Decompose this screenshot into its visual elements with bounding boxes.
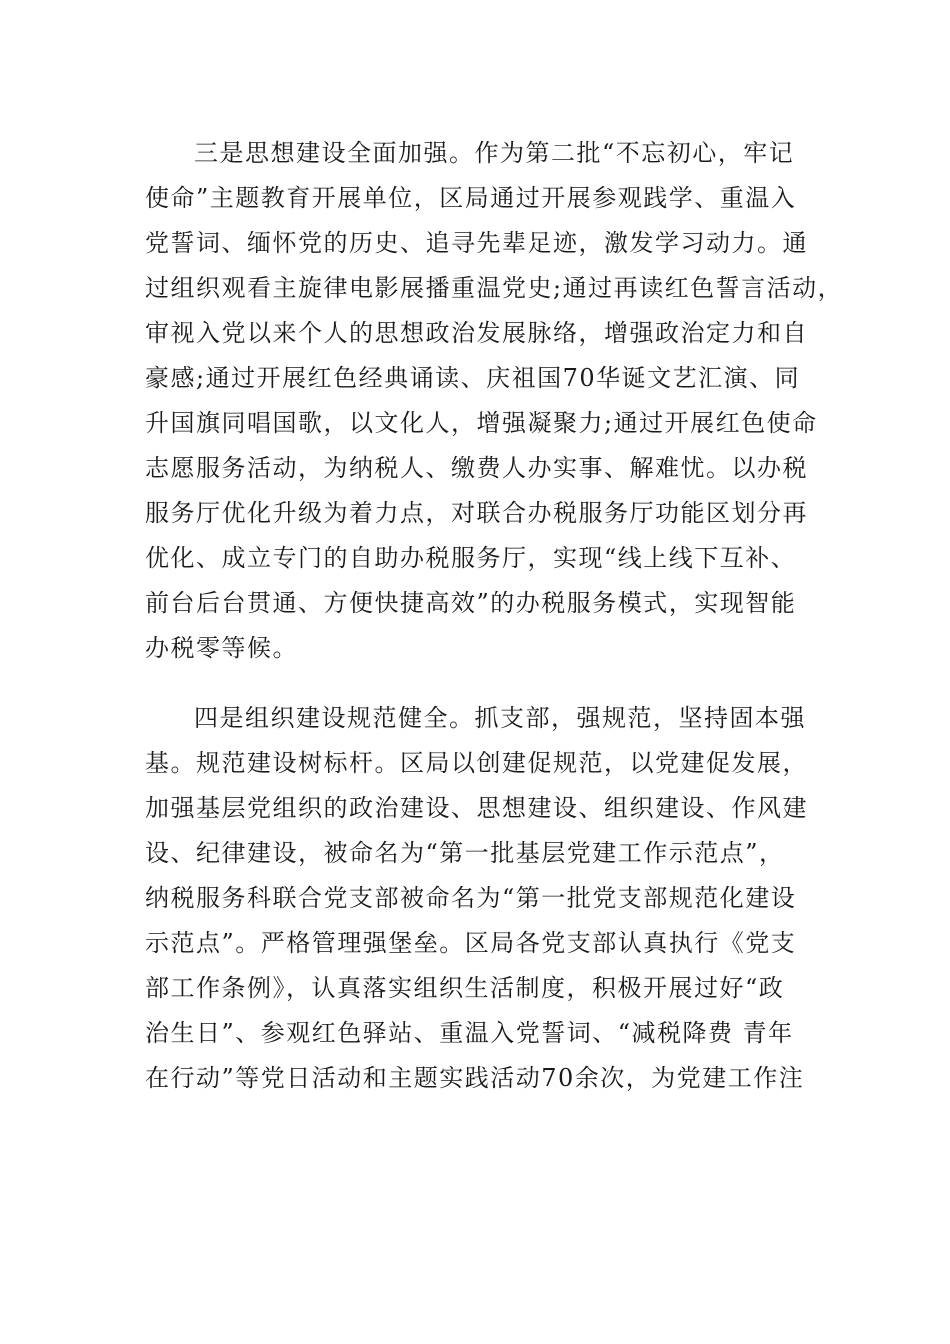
text-line: 志愿服务活动，为纳税人、缴费人办实事、解难忧。以办税 (145, 454, 808, 482)
text-line: 加强基层党组织的政治建设、思想建设、组织建设、作风建 (145, 794, 808, 822)
text-line: 使命”主题教育开展单位，区局通过开展参观践学、重温入 (145, 184, 797, 212)
text-line: 审视入党以来个人的思想政治发展脉络，增强政治定力和自 (145, 319, 808, 347)
text-line: 基。规范建设树标杆。区局以创建促规范，以党建促发展， (145, 749, 808, 777)
text-line: 在行动”等党日活动和主题实践活动70余次，为党建工作注 (145, 1064, 805, 1092)
text-line: 前台后台贯通、方便快捷高效”的办税服务模式，实现智能 (145, 589, 797, 617)
text-line: 部工作条例》，认真落实组织生活制度，积极开展过好“政 (145, 974, 785, 1002)
text-line: 三是思想建设全面加强。作为第二批“不忘初心，牢记 (194, 139, 795, 167)
text-line: 设、纪律建设，被命名为“第一批基层党建工作示范点”， (145, 839, 785, 867)
text-line: 办税零等候。 (145, 634, 298, 662)
text-line: 示范点”。严格管理强堡垒。区局各党支部认真执行《党支 (145, 929, 797, 957)
text-line: 升国旗同唱国歌，以文化人，增强凝聚力;通过开展红色使命 (145, 409, 818, 437)
text-line: 四是组织建设规范健全。抓支部，强规范，坚持固本强 (194, 704, 806, 732)
text-line: 治生日”、参观红色驿站、重温入党誓词、“减税降费 青年 (145, 1019, 794, 1047)
text-line: 服务厅优化升级为着力点，对联合办税服务厅功能区划分再 (145, 499, 808, 527)
text-line: 优化、成立专门的自助办税服务厅，实现“线上线下互补、 (145, 544, 797, 572)
text-line: 党誓词、缅怀党的历史、追寻先辈足迹，激发学习动力。通 (145, 229, 808, 257)
text-line: 纳税服务科联合党支部被命名为“第一批党支部规范化建设 (145, 884, 797, 912)
text-line: 过组织观看主旋律电影展播重温党史;通过再读红色誓言活动， (145, 274, 844, 302)
text-line: 豪感;通过开展红色经典诵读、庆祖国70华诞文艺汇演、同 (145, 364, 801, 392)
